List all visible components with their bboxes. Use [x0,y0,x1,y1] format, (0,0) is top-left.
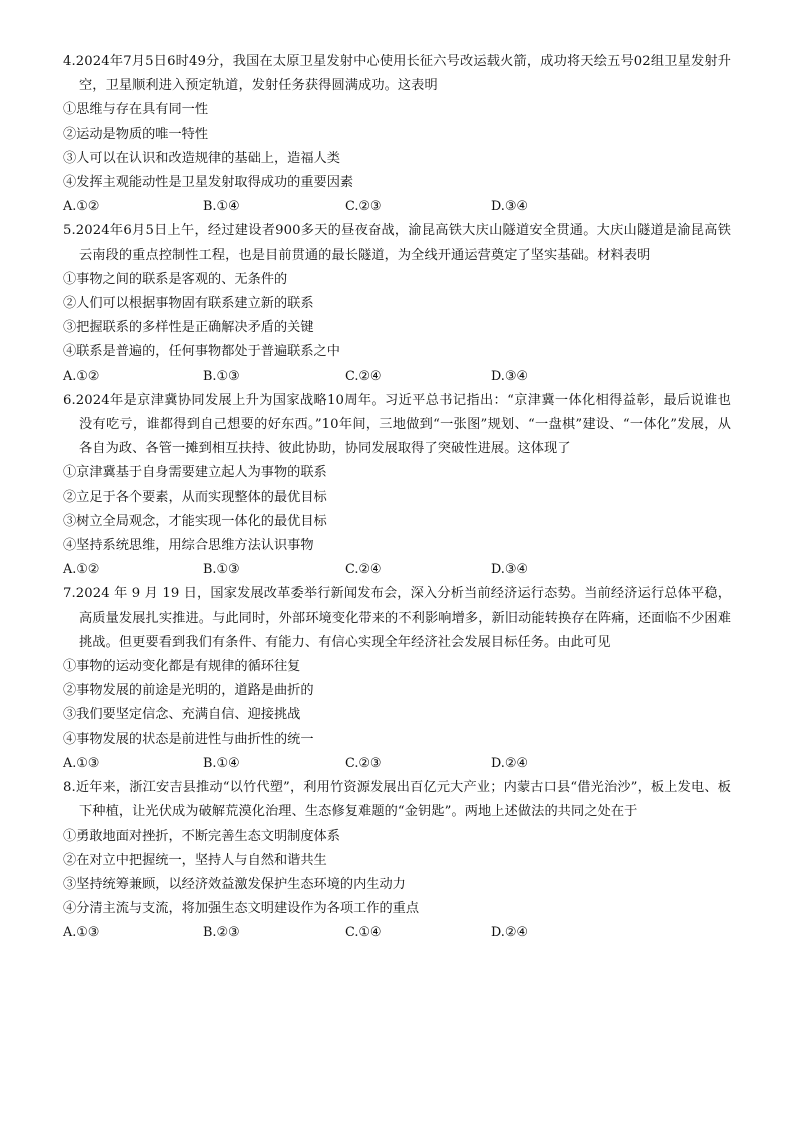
statement-1: ①勇敢地面对挫折，不断完善生态文明制度体系 [63,828,340,844]
answer-choices [63,195,731,219]
statement-4: ④发挥主观能动性是卫星发射取得成功的重要因素 [63,175,354,191]
choice-b[interactable]: B.①③ [203,562,240,578]
statement-3: ③树立全局观念，才能实现一体化的最优目标 [63,513,327,529]
statement-2: ②人们可以根据事物固有联系建立新的联系 [63,296,314,312]
question-stem: 6.2024年是京津冀协同发展上升为国家战略10周年。习近平总书记指出：“京津冀一体化相得益彰，最后说谁也没有吃亏，谁都得到自己想要的好东西。”10年间，三地做到“一张图”规划、“一盘棋”建设、“一体化”发展，从各自为政、各管一摊到相互扶持、彼此协助，协同发展取得了突破性进展。这体现了 [63,392,731,457]
choice-b[interactable]: B.②③ [203,925,240,941]
choice-d[interactable]: D.③④ [491,562,528,578]
question-6 [63,389,731,583]
statement-2: ②立足于各个要素，从而实现整体的最优目标 [63,489,327,505]
statement-1: ①事物之间的联系是客观的、无条件的 [63,271,288,287]
answer-choices [63,558,731,582]
statement-2: ②在对立中把握统一，坚持人与自然和谐共生 [63,852,327,868]
statement-2: ②运动是物质的唯一特性 [63,126,209,142]
question-stem: 4.2024年7月5日6时49分，我国在太原卫星发射中心使用长征六号改运载火箭，成功将天绘五号02组卫星发射升空，卫星顺利进入预定轨道，发射任务获得圆满成功。这表明 [63,54,731,94]
choice-c[interactable]: C.②④ [345,562,382,578]
choice-a[interactable]: A.①③ [63,755,100,771]
choice-b[interactable]: B.①④ [203,199,240,215]
statement-3: ③把握联系的多样性是正确解决矛盾的关键 [63,320,314,336]
statement-2: ②事物发展的前途是光明的，道路是曲折的 [63,683,314,699]
statement-3: ③人可以在认识和改造规律的基础上，造福人类 [63,150,340,166]
statement-1: ①思维与存在具有同一性 [63,102,209,118]
question-7 [63,582,731,776]
choice-c[interactable]: C.②③ [345,755,382,771]
statement-4: ④事物发展的状态是前进性与曲折性的统一 [63,731,314,747]
question-5 [63,219,731,388]
statement-1: ①事物的运动变化都是有规律的循环往复 [63,659,301,675]
question-stem: 5.2024年6月5日上午，经过建设者900多天的昼夜奋战，渝昆高铁大庆山隧道安全贯通。大庆山隧道是渝昆高铁云南段的重点控制性工程，也是目前贯通的最长隧道，为全线开通运营奠定了坚实基础。材料表明 [63,223,731,263]
choice-a[interactable]: A.①③ [63,925,100,941]
choice-c[interactable]: C.②③ [345,199,382,215]
choice-a[interactable]: A.①② [63,562,100,578]
statement-4: ④分清主流与支流，将加强生态文明建设作为各项工作的重点 [63,901,420,917]
choice-b[interactable]: B.①④ [203,755,240,771]
question-8 [63,776,731,945]
choice-d[interactable]: D.③④ [491,368,528,384]
question-stem: 7.2024 年 9 月 19 日，国家发展改革委举行新闻发布会，深入分析当前经济运行态势。当前经济运行总体平稳，高质量发展扎实推进。与此同时，外部环境变化带来的不利影响增多，新旧动能转换存在阵痛，还面临不少困难挑战。但更要看到我们有条件、有能力、有信心实现全年经济社会发展目标任务。由此可见 [63,586,731,650]
choice-d[interactable]: D.②④ [491,925,528,941]
statement-1: ①京津冀基于自身需要建立起人为事物的联系 [63,465,327,481]
answer-choices [63,752,731,776]
choice-b[interactable]: B.①③ [203,368,240,384]
choice-d[interactable]: D.②④ [491,755,528,771]
statement-3: ③坚持统筹兼顾，以经济效益激发保护生态环境的内生动力 [63,876,406,892]
answer-choices [63,921,731,945]
statement-3: ③我们要坚定信念、充满自信、迎接挑战 [63,707,301,723]
choice-d[interactable]: D.③④ [491,199,528,215]
question-page [63,50,731,946]
statement-4: ④坚持系统思维，用综合思维方法认识事物 [63,538,314,554]
answer-choices [63,365,731,389]
choice-a[interactable]: A.①② [63,368,100,384]
choice-a[interactable]: A.①② [63,199,100,215]
choice-c[interactable]: C.①④ [345,925,382,941]
choice-c[interactable]: C.②④ [345,368,382,384]
question-4 [63,50,731,219]
statement-4: ④联系是普遍的，任何事物都处于普遍联系之中 [63,344,340,360]
question-stem: 8.近年来，浙江安吉县推动“以竹代塑”，利用竹资源发展出百亿元大产业；内蒙古口县“借光治沙”，板上发电、板下种植，让光伏成为破解荒漠化治理、生态修复难题的“金钥匙”。两地上述做法的共同之处在于 [63,780,731,820]
